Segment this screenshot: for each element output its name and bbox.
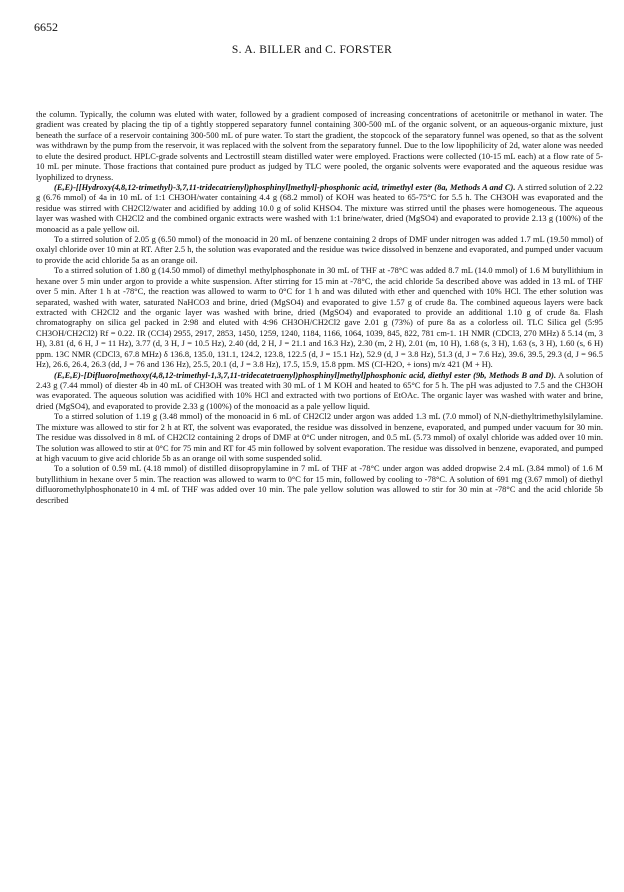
paragraph-8a-synthesis: To a stirred solution of 1.80 g (14.50 mmol) of dimethyl methylphosphonate in 30 mL of THF at -78°C was added 8.7 mL (14.0 mmol) of 1.6 M butyllithium in hexane over 5 min under argon to provide a white suspension. After stirring for 15 min at -78°C, the acid chloride 5a described above was added in 13 mL of THF over 5 min. After 1 h at -78°C, the reaction was allowed to warm to 0°C for 1 h and was diluted with ether and quenched with 10% HCl. The ether solution was separated, washed with water, saturated NaHCO3 and brine, dried (MgSO4) and evaporated to give 1.57 g of crude 8a. The combined aqueous layers were back extracted with CH2Cl2 and the organic layer was washed with brine, dried (MgSO4) and evaporated to provide an additional 1.10 g of crude 8a. Flash chromatography on silica gel packed in 2:98 and eluted with 4:96 CH3OH/CH2Cl2 gave 2.01 g (73%) of pure 8a as a colorless oil. TLC Silica gel (5:95 CH3OH/CH2Cl2) Rf = 0.22. IR (CCl4) 2955, 2917, 2853, 1450, 1259, 1240, 1184, 1166, 1064, 1039, 845, 822, 781 cm-1. 1H NMR (CDCl3, 270 MHz) δ 5.14 (m, 3 H), 3.81 (d, 6 H, J = 11 Hz), 3.77 (d, 3 H, J = 10.5 Hz), 2.40 (dd, 2 H, J = 21.1 and 16.3 Hz), 2.30 (m, 2 H), 2.01 (m, 10 H), 1.68 (s, 3 H), 1.63 (s, 3 H), 1.60 (s, 6 H) ppm. 13C NMR (CDCl3, 67.8 MHz) δ 136.8, 135.0, 131.1, 124.2, 123.8, 122.5 (d, J = 15.1 Hz), 52.9 (d, J = 3.8 Hz), 51.3 (d, J = 7.6 Hz), 39.6, 39.5, 29.3 (d, J = 96.5 Hz), 26.6, 26.4, 26.3 (dd, J = 76 and 136 Hz), 25.5, 20.1 (d, J = 3.8 Hz), 17.5, 15.9, 15.8 ppm. MS (CI-H2O, + ions) m/z 421 (M + H). [36, 266, 603, 370]
page-number: 6652 [34, 20, 58, 34]
compound-heading-8a: (E,E)-[[Hydroxy(4,8,12-trimethyl)-3,7,11-tridecatrienyl)phosphinyl]methyl]-phosphonic acid, trimethyl ester (8a, Methods A and C). [54, 182, 516, 192]
paragraph-text: A solution of 2.43 g (7.44 mmol) of diester 4b in 40 mL of CH3OH was treated with 30 mL of 1 M KOH and heated to 65°C for 5 h. The pH was adjusted to 7.5 and the CH3OH was evaporated. The aqueous solution was acidified with 10% HCl and extracted with two portions of EtOAc. The organic layer was washed with water and brine, dried (MgSO4), and evaporated to provide 2.33 g (100%) of the monoacid as a pale yellow liquid. [36, 370, 603, 411]
paragraph-8a-method [36, 183, 603, 235]
paragraph-text: A stirred solution of 2.22 g (6.76 mmol) of 4a in 10 mL of 1:1 CH3OH/water containing 4.4 g (68.2 mmol) of KOH was heated to 65-75°C for 5.5 h. The CH3OH was evaporated and the residue was stirred with CH2Cl2/water and acidified by adding 10.0 g of solid KHSO4. The mixture was stirred until the phases were homogeneous. The aqueous layer was washed with CH2Cl2 and the combined organic extracts were washed with 1:1 brine/water, dried (MgSO4) and evaporated to provide 2.13 g (100%) of the monoacid as a pale yellow oil. [36, 182, 603, 234]
compound-heading-9b: (E,E,E)-[Difluoro[methoxy(4,8,12-trimethyl-1,3,7,11-tridecatetraenyl)phosphinyl]methyl]phosphonic acid, diethyl ester (9b, Methods B and D). [54, 370, 557, 380]
paragraph-acid-chloride-5b: To a stirred solution of 1.19 g (3.48 mmol) of the monoacid in 6 mL of CH2Cl2 under argon was added 1.3 mL (7.0 mmol) of N,N-diethyltrimethylsilylamine. The mixture was allowed to stir for 2 h at RT, the solvent was evaporated, the residue was dissolved in benzene, evaporated, and pumped under vacuum for 30 min. The residue was dissolved in 8 mL of CH2Cl2 containing 2 drops of DMF at 0°C under nitrogen, and 0.5 mL (5.73 mmol) of oxalyl chloride was added over 10 min. The solution was allowed to stir at 0°C for 75 min and RT for 45 min followed by solvent evaporation. The residue was dissolved in benzene, evaporated, and pumped at high vacuum to give acid chloride 5b as an orange oil with some suspended solid. [36, 412, 603, 463]
paragraph-diisopropylamine: To a solution of 0.59 mL (4.18 mmol) of distilled diisopropylamine in 7 mL of THF at -78°C under argon was added dropwise 2.4 mL (3.84 mmol) of 1.6 M butyllithium in hexane over 5 min. The reaction was allowed to warm to 0°C for 15 min, followed by cooling to -78°C. A solution of 691 mg (3.67 mmol) of diethyl difluoromethylphosphonate10 in 4 mL of THF was added over 10 min. The pale yellow solution was allowed to stir for 30 min at -78°C and the acid chloride 5b described [36, 464, 603, 505]
paragraph-column-elution: the column. Typically, the column was eluted with water, followed by a gradient composed of increasing concentrations of acetonitrile or methanol in water. The gradient was created by placing the tip of a tightly stoppered separatory funnel containing 300-500 mL of the organic solvent, or an aqueous-organic mixture, just beneath the surface of a reservoir containing 300-500 mL of pure water. To start the gradient, the stopcock of the separatory funnel was opened, so that as the solvent was withdrawn by the pump from the reservoir, it was replaced with the solvent from the separatory funnel. Due to the low lipophilicity of 2d, water alone was needed to elute the desired product. HPLC-grade solvents and Lectrostill steam distilled water were employed. Fractions were collected (10-15 mL each) at a flow rate of 5-10 mL per minute. Those fractions that contained pure product as judged by TLC were pooled, the organic solvents were evaporated and the aqueous residue was lyophilized to dryness. [36, 110, 603, 182]
running-head: S. A. BILLER and C. FORSTER [231, 44, 393, 56]
paragraph-acid-chloride-5a: To a stirred solution of 2.05 g (6.50 mmol) of the monoacid in 20 mL of benzene containing 2 drops of DMF under nitrogen was added 1.7 mL (19.50 mmol) of oxalyl chloride over 10 min at RT. After 2.5 h, the solution was evaporated and the residue was twice dissolved in benzene and evaporated, and pumped under vacuum to provide the acid chloride 5a as an orange oil. [36, 235, 603, 265]
paragraph-9b-method [36, 371, 603, 413]
body-text [36, 110, 603, 506]
